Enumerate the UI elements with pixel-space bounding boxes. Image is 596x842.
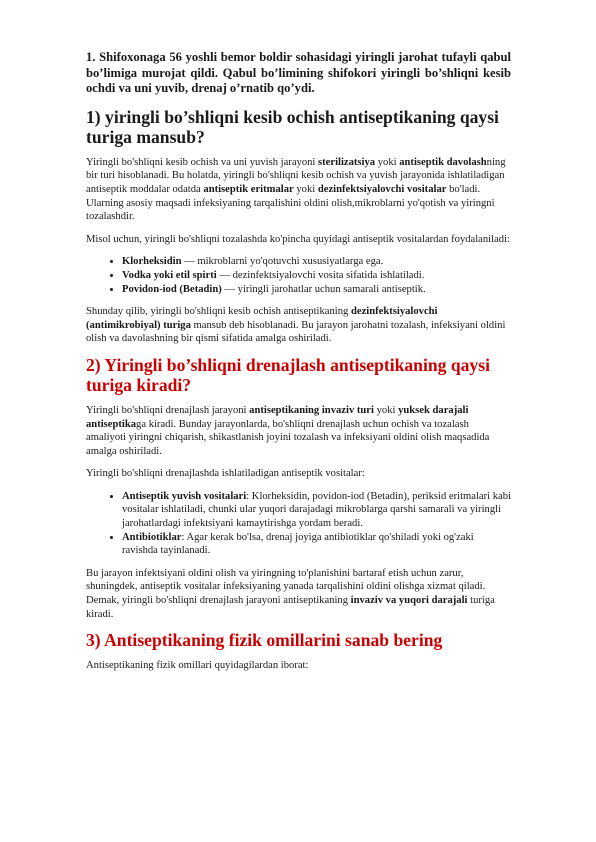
section-2-paragraph-1: Yiringli bo'shliqni drenajlash jarayoni antiseptikaning invaziv turi yoki yuksek darajali antiseptikaga kiradi. Bunday jarayonlarda, bo'shliqni drenajlash uchun ochish va tozalash amaliyoti yiringni chiqarish, shikastlanish joyini tozalash va infeksiyani oldini olish maqsadida amalga oshiriladi. xyxy=(86,404,490,457)
list-item: • Povidon-iod (Betadin) — yiringli jarohatlar uchun samarali antiseptik. xyxy=(122,283,511,297)
section-2-heading: 2) Yiringli bo’shliqni drenajlash antiseptikaning qaysi turiga kiradi? xyxy=(86,354,490,395)
section-1-heading: 1) yiringli bo’shliqni kesib ochish antiseptikaning qaysi turiga mansub? xyxy=(86,106,499,147)
section-1-paragraph-2: Misol uchun, yiringli bo'shliqni tozalashda ko'pincha quyidagi antiseptik vositalardan foydalaniladi: xyxy=(86,233,510,245)
list-item: • Klorheksidin — mikroblarni yo'qotuvchi xususiyatlarga ega. xyxy=(122,255,511,269)
section-2-list xyxy=(86,490,511,558)
section-2-paragraph-3: Bu jarayon infektsiyani oldini olish va yiringning to'planishini bartaraf etish uchun zarur, shuningdek, antiseptik vositalar infeksiyaning yanada tarqalishini oldini olishga xizmat qiladi. Demak, yiringli bo'shliqni drenajlash jarayoni antiseptikaning invaziv va yuqori darajali turiga kiradi. xyxy=(86,567,495,620)
list-item: • Antibiotiklar: Agar kerak bo'lsa, drenaj joyiga antibiotiklar qo'shiladi yoki og'zaki ravishda tayinlanadi. xyxy=(122,531,511,558)
section-3-paragraph-1: Antiseptikaning fizik omillari quyidagilardan iborat: xyxy=(86,660,309,672)
section-1-list xyxy=(86,255,511,296)
section-3-heading: 3) Antiseptikaning fizik omillarini sanab bering xyxy=(86,630,443,651)
list-item: • Vodka yoki etil spirti — dezinfektsiyalovchi vosita sifatida ishlatiladi. xyxy=(122,269,511,283)
section-1-paragraph-3: Shunday qilib, yiringli bo'shliqni kesib ochish antiseptikaning dezinfektsiyalovchi (antimikrobiyal) turiga mansub deb hisoblanadi. Bu jarayon jarohatni tozalash, infeksiyani oldini olish va davolashning bir qismi sifatida amalga oshiriladi. xyxy=(86,306,506,345)
document-page xyxy=(86,50,511,682)
section-2-paragraph-2: Yiringli bo'shliqni drenajlashda ishlatiladigan antiseptik vositalar: xyxy=(86,468,365,480)
list-item: • Antiseptik yuvish vositalari: Klorheksidin, povidon-iod (Betadin), periksid eritmalari kabi vositalar ishlatiladi, chunki ular yuqori darajadagi mikroblarga qarshi samarali va yiringli jarohatlardagi infektsiyani kamaytirishga yordam beradi. xyxy=(122,490,511,531)
section-1-paragraph-1: Yiringli bo'shliqni kesib ochish va uni yuvish jarayoni sterilizatsiya yoki antiseptik davolashning bir turi hisoblanadi. Bu holatda, yiringli bo'shliqni kesib ochish va yuvish jarayonida ishlatiladigan antiseptik moddalar odatda antiseptik eritmalar yoki dezinfektsiyalovchi vositalar bo'ladi. Ularning asosiy maqsadi infeksiyaning tarqalishini oldini olish,mikroblarni yo'qotish va yiringni tozalashdir. xyxy=(86,156,506,223)
case-description: 1. Shifoxonaga 56 yoshli bemor boldir sohasidagi yiringli jarohat tufayli qabul bo’limiga murojat qildi. Qabul bo’limining shifokori yiringli bo’shliqni kesib ochdi va uni yuvib, drenaj o’rnatib qo’ydi. xyxy=(86,50,511,96)
